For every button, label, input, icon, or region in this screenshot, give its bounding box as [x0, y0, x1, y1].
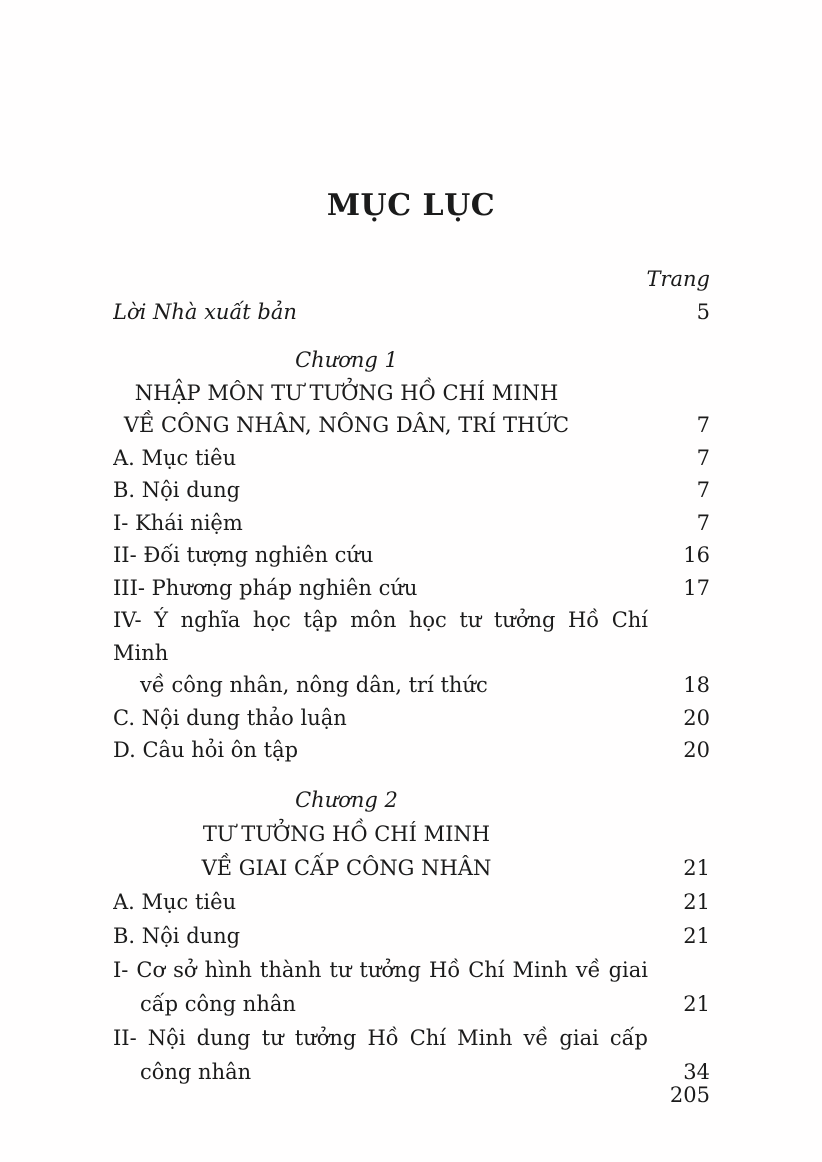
toc-section-2 — [113, 783, 710, 1089]
toc-entry-label: công nhân — [140, 1059, 252, 1084]
column-header-trang: Trang — [646, 267, 710, 291]
chapter-label: Chương 1 — [295, 348, 398, 372]
toc-entry-label: A. Mục tiêu — [113, 445, 237, 470]
toc-entry-page: 7 — [696, 413, 710, 437]
toc-entry — [113, 572, 710, 605]
toc-entry-label: B. Nội dung — [113, 923, 241, 948]
toc-entry — [113, 474, 710, 507]
toc-entry-wrapped-first-line: I- Cơ sở hình thành tư tưởng Hồ Chí Minh về giai — [113, 957, 648, 982]
folio-page-number: 205 — [669, 1083, 710, 1107]
toc-entry-label: Lời Nhà xuất bản — [113, 299, 297, 324]
toc-entry-label: B. Nội dung — [113, 478, 241, 502]
toc-entry-label: D. Câu hỏi ôn tập — [113, 738, 299, 762]
toc-entry-page: 20 — [683, 738, 710, 762]
toc-entry — [113, 919, 710, 953]
toc-entry-page: 5 — [696, 299, 710, 324]
toc-entry — [113, 507, 710, 540]
chapter-title-text: VỀ CÔNG NHÂN, NÔNG DÂN, TRÍ THỨC — [123, 413, 570, 437]
toc-entry-page: 18 — [683, 673, 710, 697]
chapter-title-line: NHẬP MÔN TƯ TƯỞNG HỒ CHÍ MINH — [134, 380, 559, 405]
chapter-label: Chương 2 — [295, 787, 398, 812]
toc-entry-page: 7 — [696, 478, 710, 502]
toc-entry-continuation — [113, 1055, 710, 1089]
toc-entry-label: về công nhân, nông dân, trí thức — [140, 673, 488, 697]
toc-entry-page: 7 — [696, 445, 710, 470]
toc-entry-page: 20 — [683, 705, 710, 730]
toc-entry-label: cấp công nhân — [140, 991, 296, 1016]
toc-entry — [113, 539, 710, 572]
toc-entry-label: II- Đối tượng nghiên cứu — [113, 543, 374, 567]
toc-entry-label: A. Mục tiêu — [113, 889, 237, 914]
toc-entry — [113, 702, 710, 735]
toc-entry-page: 21 — [683, 991, 710, 1016]
toc-entry-page: 34 — [683, 1059, 710, 1084]
toc-entry-wrapped-first-line: II- Nội dung tư tưởng Hồ Chí Minh về giai cấp — [113, 1025, 648, 1050]
toc-entry-label: III- Phương pháp nghiên cứu — [113, 575, 418, 600]
toc-entry-page: 21 — [683, 889, 710, 914]
toc-entry-page: 21 — [683, 923, 710, 948]
toc-entry — [113, 442, 710, 475]
toc-entry-page: 7 — [696, 510, 710, 535]
chapter-title-line: TƯ TƯỞNG HỒ CHÍ MINH — [202, 821, 491, 846]
page-title: MỤC LỤC — [326, 188, 496, 223]
toc-entry-continuation — [113, 987, 710, 1021]
toc-section-1 — [113, 263, 710, 767]
toc-entry-wrapped-first-line: IV- Ý nghĩa học tập môn học tư tưởng Hồ Chí Minh — [113, 608, 648, 665]
chapter-title-line — [113, 409, 710, 442]
toc-entry-label: I- Khái niệm — [113, 510, 243, 535]
toc-entry — [113, 734, 710, 767]
toc-entry-label: C. Nội dung thảo luận — [113, 705, 347, 730]
chapter-title-line — [113, 851, 710, 885]
toc-entry — [113, 296, 710, 329]
table-of-contents — [113, 224, 710, 1089]
toc-entry-continuation — [113, 669, 710, 702]
chapter-title-text: VỀ GIAI CẤP CÔNG NHÂN — [201, 855, 492, 880]
toc-entry-page: 21 — [683, 855, 710, 880]
toc-entry-page: 16 — [683, 543, 710, 567]
toc-entry — [113, 885, 710, 919]
toc-entry-page: 17 — [683, 575, 710, 600]
